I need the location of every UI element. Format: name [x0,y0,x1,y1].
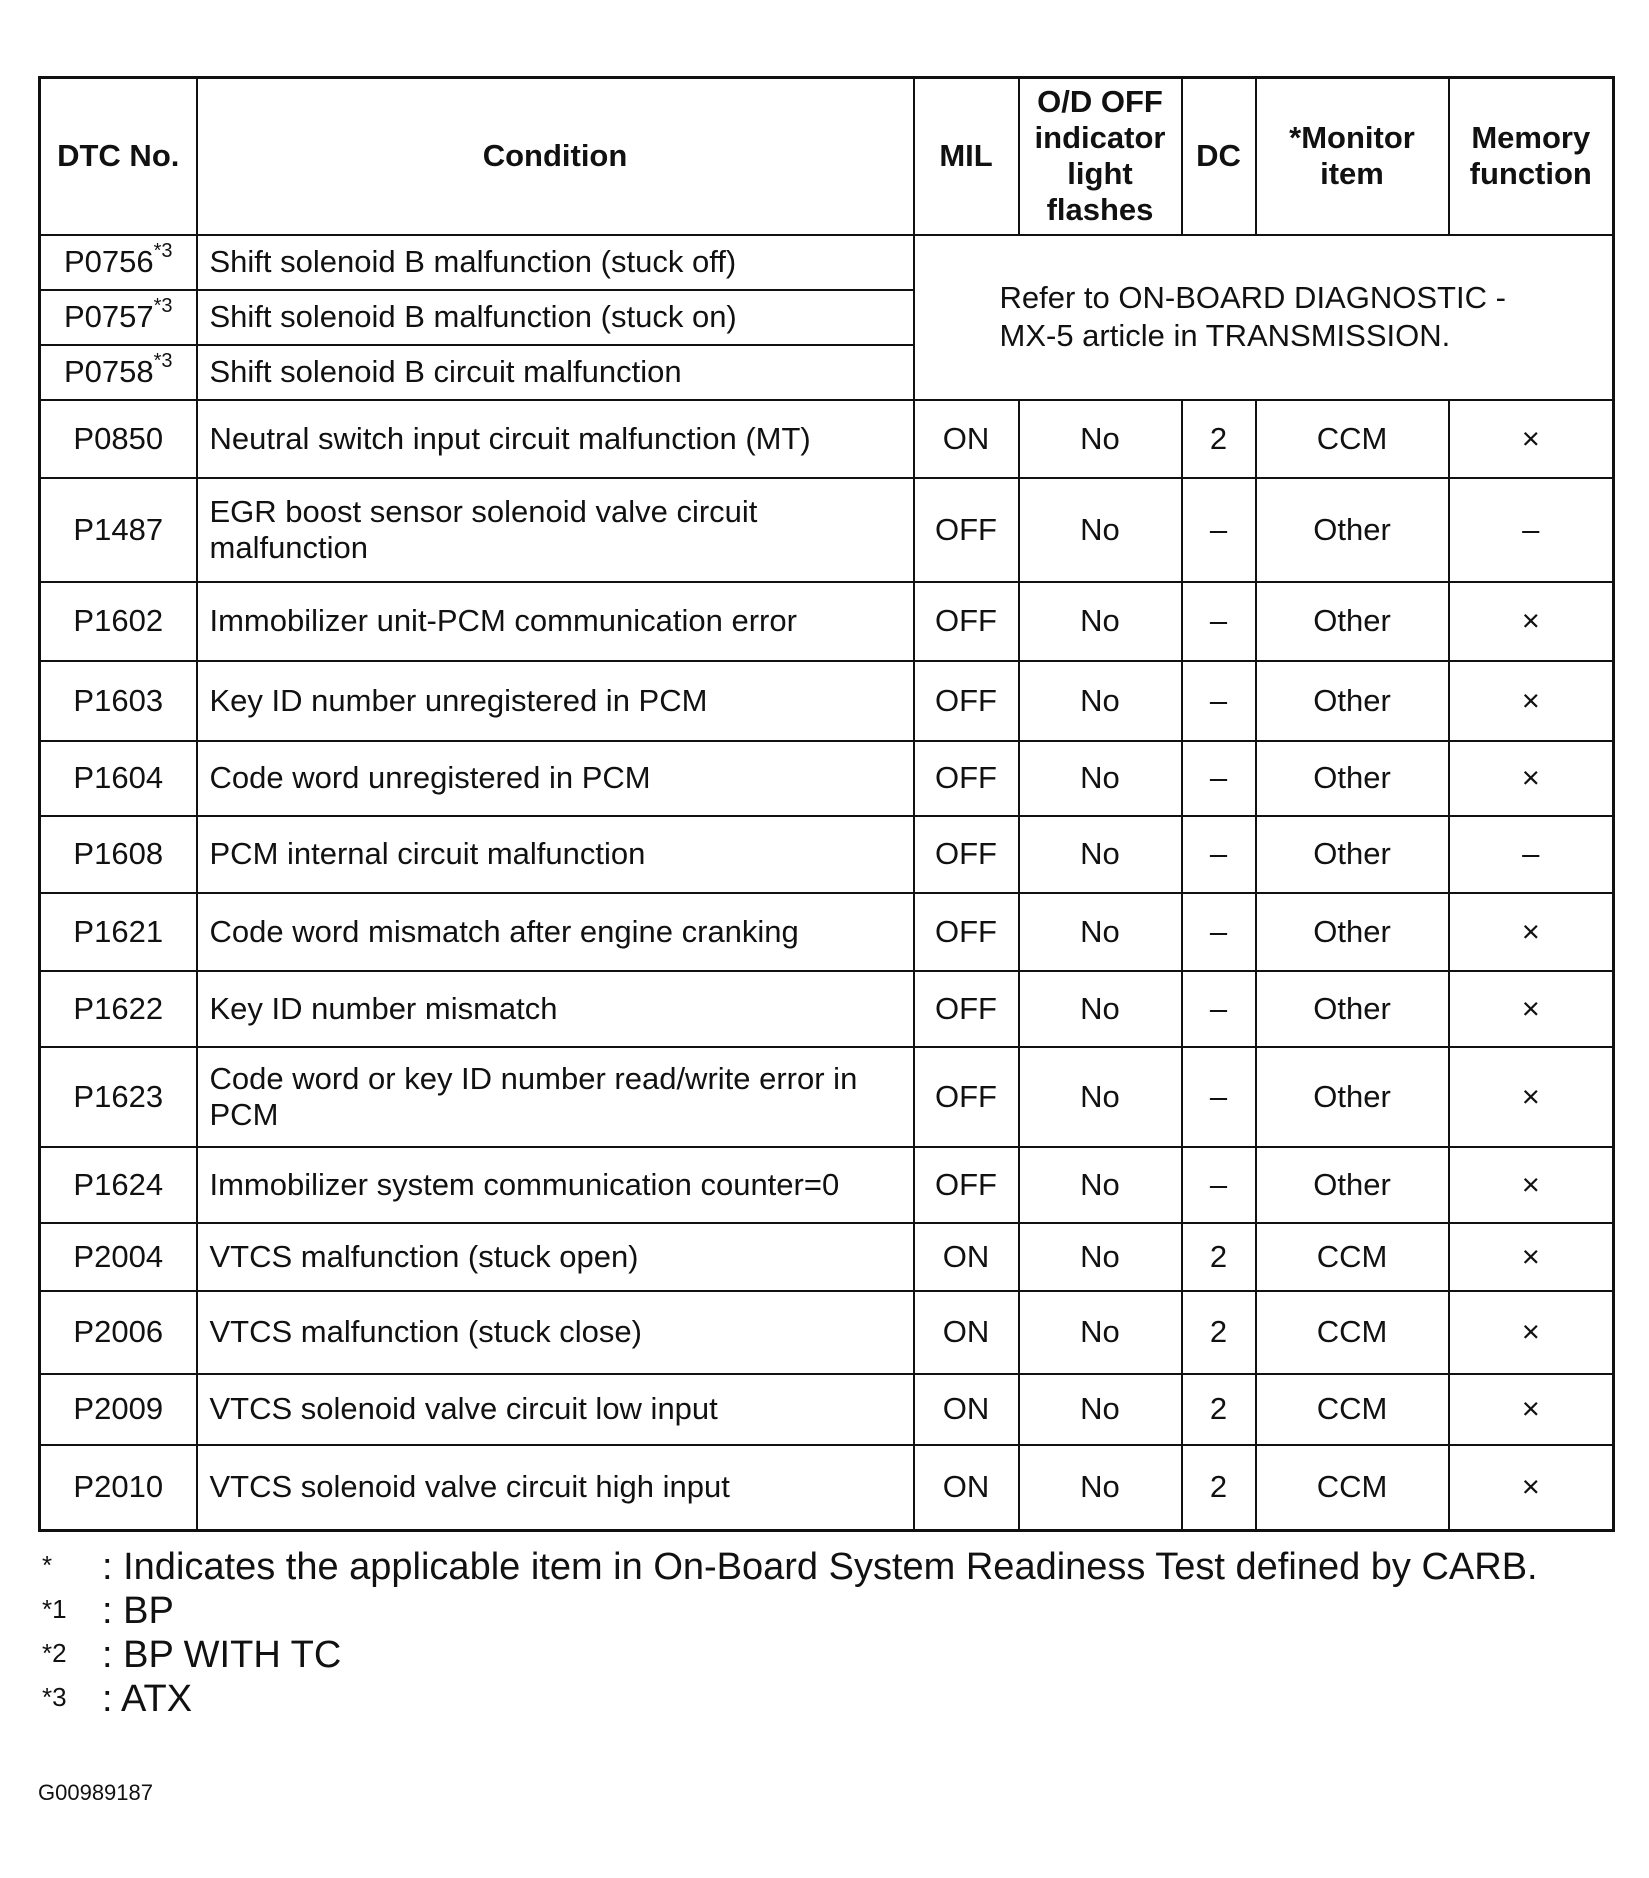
dtc-condition: VTCS solenoid valve circuit low input [197,1374,914,1445]
drive-cycle: 2 [1182,1223,1256,1291]
monitor-item: Other [1256,893,1449,971]
dtc-code: P1604 [40,741,197,816]
dtc-code: P1487 [40,478,197,582]
dtc-condition: VTCS malfunction (stuck close) [197,1291,914,1374]
refer-line-1: Refer to ON-BOARD DIAGNOSTIC - [999,280,1506,315]
dtc-condition: Code word or key ID number read/write error in PCM [197,1047,914,1147]
od-off-flash: No [1019,582,1182,661]
header-row [40,78,1614,235]
monitor-item: Other [1256,741,1449,816]
dtc-condition: Shift solenoid B malfunction (stuck on) [197,290,914,345]
header-od-off-line2: indicator [1034,120,1166,156]
memory-function: × [1449,400,1614,478]
header-memory-line1: Memory [1471,120,1591,156]
table-row [40,816,1614,893]
drive-cycle: – [1182,1047,1256,1147]
footnote-body [38,1633,1618,1677]
footnote-mark: *3 [42,1682,67,1712]
drive-cycle: – [1182,1147,1256,1223]
footnote-body [38,1545,1618,1589]
footnote-text: : ATX [102,1678,193,1720]
table-row [40,1291,1614,1374]
dtc-code-sup: *3 [153,239,173,262]
memory-function: × [1449,1445,1614,1531]
dtc-code-text: P0756 [63,244,154,279]
monitor-item: Other [1256,582,1449,661]
dtc-code [40,235,197,290]
drive-cycle: – [1182,582,1256,661]
drive-cycle: – [1182,816,1256,893]
dtc-code: P0850 [40,400,197,478]
footnote-text: : Indicates the applicable item in On-Board System Readiness Test defined by CARB. [102,1546,1538,1588]
dtc-code: P2004 [40,1223,197,1291]
dtc-code: P2010 [40,1445,197,1531]
memory-function: × [1449,1374,1614,1445]
dtc-code: P1608 [40,816,197,893]
dtc-condition: Shift solenoid B malfunction (stuck off) [197,235,914,290]
drive-cycle: – [1182,661,1256,741]
dtc-code: P1624 [40,1147,197,1223]
od-off-flash: No [1019,478,1182,582]
od-off-flash: No [1019,893,1182,971]
header-memory [1449,78,1614,235]
mil-status: OFF [914,741,1019,816]
footnote [38,1545,1618,1589]
dtc-code-text: P0757 [63,299,154,334]
header-dtc: DTC No. [40,78,197,235]
footnote-text: : BP WITH TC [102,1634,342,1676]
table-row [40,1047,1614,1147]
mil-status: OFF [914,478,1019,582]
od-off-flash: No [1019,1147,1182,1223]
dtc-condition: EGR boost sensor solenoid valve circuit malfunction [197,478,914,582]
dtc-code-sup: *3 [153,294,173,317]
drive-cycle: 2 [1182,1291,1256,1374]
dtc-condition: VTCS malfunction (stuck open) [197,1223,914,1291]
table-row [40,893,1614,971]
mil-status: ON [914,1374,1019,1445]
od-off-flash: No [1019,1445,1182,1531]
od-off-flash: No [1019,661,1182,741]
table-row [40,235,1614,290]
table-row [40,582,1614,661]
table-row [40,1445,1614,1531]
header-monitor-line1: *Monitor [1289,120,1415,156]
drive-cycle: – [1182,741,1256,816]
od-off-flash: No [1019,971,1182,1047]
drive-cycle: 2 [1182,1445,1256,1531]
monitor-item: Other [1256,971,1449,1047]
memory-function: × [1449,661,1614,741]
mil-status: OFF [914,1047,1019,1147]
memory-function: × [1449,1147,1614,1223]
header-od-off [1019,78,1182,235]
dtc-code: P1602 [40,582,197,661]
dtc-code-text: P0758 [63,354,154,389]
header-monitor-line2: item [1320,156,1384,192]
monitor-item: Other [1256,816,1449,893]
drive-cycle: – [1182,478,1256,582]
memory-function: × [1449,1291,1614,1374]
od-off-flash: No [1019,1223,1182,1291]
mil-status: ON [914,400,1019,478]
figure-id: G00989187 [38,1780,153,1805]
header-mil: MIL [914,78,1019,235]
memory-function: – [1449,478,1614,582]
monitor-item: CCM [1256,1223,1449,1291]
mil-status: ON [914,1445,1019,1531]
header-memory-line2: function [1469,156,1592,192]
footnote [38,1589,1618,1633]
memory-function: × [1449,1047,1614,1147]
memory-function: × [1449,1223,1614,1291]
monitor-item: Other [1256,661,1449,741]
dtc-condition: Code word mismatch after engine cranking [197,893,914,971]
mil-status: OFF [914,661,1019,741]
mil-status: OFF [914,893,1019,971]
memory-function: × [1449,893,1614,971]
dtc-code: P1603 [40,661,197,741]
memory-function: × [1449,741,1614,816]
header-od-off-line1: O/D OFF [1037,84,1163,120]
od-off-flash: No [1019,1047,1182,1147]
header-condition: Condition [197,78,914,235]
dtc-condition: Immobilizer unit-PCM communication error [197,582,914,661]
monitor-item: Other [1256,1147,1449,1223]
header-dc: DC [1182,78,1256,235]
footnote-mark: * [42,1550,53,1580]
dtc-code: P2009 [40,1374,197,1445]
footnote-text: : BP [102,1590,174,1632]
dtc-condition: Code word unregistered in PCM [197,741,914,816]
refer-line-2: MX-5 article in TRANSMISSION. [999,318,1451,353]
drive-cycle: 2 [1182,1374,1256,1445]
dtc-code: P1622 [40,971,197,1047]
refer-note [914,235,1614,400]
mil-status: OFF [914,582,1019,661]
table-row [40,1223,1614,1291]
footnote-body [38,1589,1618,1633]
dtc-condition: PCM internal circuit malfunction [197,816,914,893]
dtc-condition: Key ID number unregistered in PCM [197,661,914,741]
dtc-condition: Shift solenoid B circuit malfunction [197,345,914,400]
dtc-condition: VTCS solenoid valve circuit high input [197,1445,914,1531]
table-row [40,400,1614,478]
mil-status: ON [914,1223,1019,1291]
footnote [38,1633,1618,1677]
mil-status: ON [914,1291,1019,1374]
dtc-code [40,345,197,400]
header-monitor [1256,78,1449,235]
mil-status: OFF [914,816,1019,893]
mil-status: OFF [914,971,1019,1047]
od-off-flash: No [1019,400,1182,478]
dtc-condition: Immobilizer system communication counter=0 [197,1147,914,1223]
footnote-body [38,1677,1618,1721]
mil-status: OFF [914,1147,1019,1223]
memory-function: × [1449,971,1614,1047]
od-off-flash: No [1019,1291,1182,1374]
footnote-mark: *1 [42,1594,67,1624]
footnotes [38,1545,1618,1721]
dtc-code: P2006 [40,1291,197,1374]
footnote [38,1677,1618,1721]
footnote-mark: *2 [42,1638,67,1668]
od-off-flash: No [1019,816,1182,893]
dtc-code-sup: *3 [153,349,173,372]
monitor-item: CCM [1256,1374,1449,1445]
table-row [40,1147,1614,1223]
table-row [40,741,1614,816]
dtc-code: P1621 [40,893,197,971]
monitor-item: CCM [1256,1445,1449,1531]
monitor-item: CCM [1256,400,1449,478]
header-od-off-line3: light [1067,156,1133,192]
drive-cycle: – [1182,971,1256,1047]
table-row [40,478,1614,582]
monitor-item: CCM [1256,1291,1449,1374]
table-row [40,971,1614,1047]
dtc-code: P1623 [40,1047,197,1147]
dtc-condition: Key ID number mismatch [197,971,914,1047]
monitor-item: Other [1256,478,1449,582]
dtc-condition: Neutral switch input circuit malfunction (MT) [197,400,914,478]
dtc-code [40,290,197,345]
drive-cycle: 2 [1182,400,1256,478]
memory-function: × [1449,582,1614,661]
header-od-off-line4: flashes [1046,192,1154,228]
od-off-flash: No [1019,1374,1182,1445]
memory-function: – [1449,816,1614,893]
od-off-flash: No [1019,741,1182,816]
table-row [40,661,1614,741]
dtc-table [38,76,1615,1532]
monitor-item: Other [1256,1047,1449,1147]
table-row [40,1374,1614,1445]
drive-cycle: – [1182,893,1256,971]
